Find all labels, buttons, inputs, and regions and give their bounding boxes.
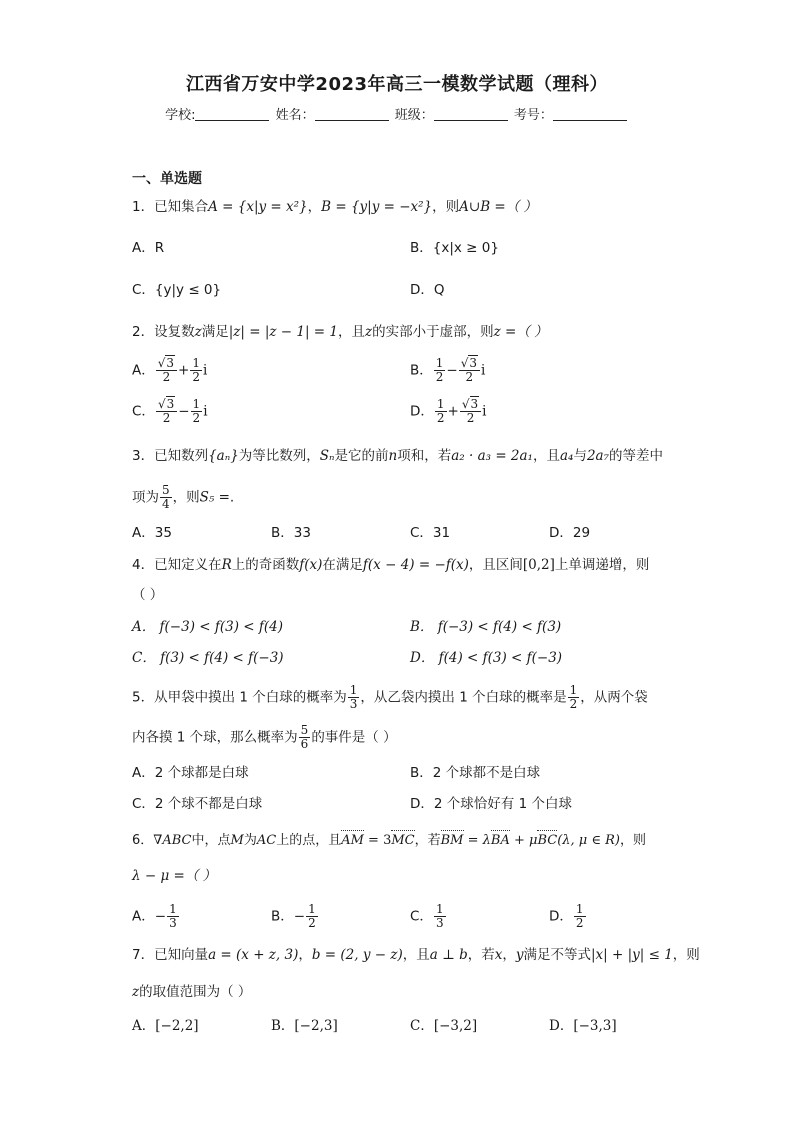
q6-text-f: ，则	[620, 833, 647, 848]
q7-option-a: A．[−2,2]	[132, 1018, 199, 1034]
q2b-unit: i	[481, 362, 486, 379]
q2d-den1: 2	[436, 411, 445, 425]
q6a-den: 3	[169, 916, 177, 930]
sqrt-radicand: 3	[469, 356, 478, 370]
q1-comma: ，	[307, 199, 322, 215]
q2b-num1: 1	[435, 356, 444, 370]
q5-frac3	[299, 724, 311, 751]
q2a-den1: 2	[162, 370, 171, 384]
q5-frac1	[348, 684, 360, 711]
question-3-line-2	[132, 484, 662, 511]
q3-text-j: .	[229, 489, 235, 506]
q5-p3-num: 5	[300, 723, 309, 737]
q5-p1-num: 1	[349, 683, 358, 697]
q5-text-d: 内各摸 1 个球，那么概率为	[132, 729, 298, 746]
q7-text-c: ，若	[467, 947, 495, 963]
q2-option-d	[410, 398, 486, 425]
q6-cond: (λ, μ ∈ R)	[557, 833, 620, 848]
q2-ask: z =（ ）	[493, 324, 548, 340]
question-6-line-1	[132, 831, 662, 851]
question-7-line-1	[132, 945, 700, 965]
q2a-num1: √3	[156, 357, 177, 371]
q5-p1-den: 3	[349, 697, 358, 711]
q3-frac-num: 5	[162, 483, 170, 497]
q7-x: x	[494, 947, 503, 963]
q2c-num2: 1	[192, 397, 201, 411]
q2a-label: A．	[132, 362, 155, 379]
q6b-num: 1	[308, 902, 316, 916]
question-2-stem	[132, 322, 662, 342]
q3-option-c: C．31	[410, 525, 451, 541]
q4-text-c: 在满足	[322, 557, 363, 573]
q6a-num: 1	[169, 902, 177, 916]
q5-text-c: ，从两个袋	[580, 689, 648, 706]
q7-text-b: ，且	[402, 947, 430, 963]
q3-frac	[160, 484, 172, 511]
q5-text-a: 5．从甲袋中摸出 1 个白球的概率为	[132, 689, 347, 706]
q5-frac2	[568, 684, 580, 711]
q3-sn: Sₙ	[319, 448, 335, 464]
q7-vec-b: b = (2, y − z)	[311, 947, 403, 963]
q6c-frac	[434, 903, 446, 930]
q6d-frac	[574, 903, 586, 930]
q6d-den: 2	[575, 916, 584, 930]
q6-vec-bm: BM	[441, 831, 464, 851]
q5-option-d: D．2 个球恰好有 1 个白球	[410, 796, 572, 812]
q4-text-a: 4．已知定义在	[132, 557, 222, 573]
q6c-label: C．	[410, 908, 433, 925]
q7-sep: ，	[298, 947, 312, 963]
q5-option-c: C．2 个球不都是白球	[132, 796, 263, 812]
q5-p3-den: 6	[300, 737, 309, 751]
q3-text-g: 的等差中	[609, 448, 664, 464]
q2d-sign: +	[447, 403, 459, 420]
q2a-unit: i	[203, 362, 208, 379]
q5-option-b: B．2 个球都不是白球	[410, 765, 541, 781]
q6-text-d: 上的点，且	[276, 833, 342, 848]
q4-cond: f(x − 4) = −f(x)	[362, 557, 469, 573]
q6-text-c: 为	[243, 833, 257, 848]
q3-seq: {aₙ}	[208, 448, 239, 464]
q2c-frac1	[156, 398, 177, 425]
question-7-line-2	[132, 982, 662, 1002]
number-blank	[553, 108, 627, 121]
question-5-line-2	[132, 724, 662, 751]
q7-comma: ，	[502, 947, 516, 963]
q7-vec-a: a = (x + z, 3)	[208, 947, 299, 963]
q3-text-i: ，则	[172, 489, 200, 506]
q2b-frac2	[459, 357, 480, 384]
q7-option-c: C．[−3,2]	[410, 1018, 478, 1034]
q6-vec-mc: MC	[391, 831, 414, 851]
q2a-frac2	[190, 357, 202, 384]
q2c-frac2	[191, 398, 203, 425]
q2b-num2: √3	[459, 357, 480, 371]
question-3-line-1	[132, 446, 662, 466]
school-blank	[195, 108, 269, 121]
q2-z: z	[194, 324, 202, 340]
sqrt-radicand: 3	[166, 397, 175, 411]
question-5-line-1	[132, 684, 662, 711]
student-info-line	[0, 104, 794, 123]
class-label: 班级：	[394, 108, 434, 123]
q1-set-a: A = {x|y = x²}	[208, 199, 308, 215]
q2-cond: |z| = |z − 1| = 1	[228, 324, 338, 340]
question-6-line-2: λ − μ =（ ）	[132, 868, 217, 884]
q5-text-e: 的事件是（ ）	[311, 729, 397, 746]
q6-eq2: = λ	[463, 833, 491, 848]
q4-text-b: 上的奇函数	[231, 557, 300, 573]
number-label: 考号：	[513, 108, 553, 123]
q6-plus: + μ	[509, 833, 538, 848]
q6a-frac	[167, 903, 179, 930]
q2c-label: C．	[132, 403, 155, 420]
q6c-den: 3	[435, 916, 444, 930]
q6-text-a: 6．	[132, 833, 154, 848]
q6d-label: D．	[549, 908, 573, 925]
school-label: 学校:	[165, 108, 196, 123]
q6a-sign: −	[154, 908, 167, 925]
q2b-sign: −	[446, 362, 458, 379]
q2d-label: D．	[410, 403, 434, 420]
q1-option-b: B．{x|x ≥ 0}	[410, 240, 499, 256]
q2-option-b	[410, 357, 485, 384]
q6-option-d	[549, 903, 587, 930]
q3-text-f: 与	[573, 448, 587, 464]
q3-text-c: 是它的前	[334, 448, 389, 464]
q2c-unit: i	[203, 403, 208, 420]
q3-text-a: 3．已知数列	[132, 448, 209, 464]
q6c-num: 1	[435, 902, 444, 916]
q7-perp: a ⊥ b	[429, 947, 468, 963]
q6-m: M	[230, 833, 244, 848]
q2b-den2: 2	[465, 370, 474, 384]
q6d-num: 1	[575, 902, 584, 916]
q7-option-d: D．[−3,3]	[549, 1018, 617, 1034]
q2d-num1: 1	[436, 397, 445, 411]
q2b-den1: 2	[435, 370, 444, 384]
sqrt-radicand: 3	[166, 356, 175, 370]
q6a-label: A．	[132, 908, 155, 925]
q6-option-a	[132, 903, 180, 930]
q2c-den1: 2	[162, 411, 171, 425]
q1-ask: A∪B =（ ）	[459, 199, 538, 215]
question-1-stem	[132, 197, 662, 217]
q3-a4: a₄	[559, 448, 574, 464]
q2a-den2: 2	[192, 370, 200, 384]
q4-option-d: D． f(4) < f(3) < f(−3)	[410, 650, 563, 666]
q3-n: n	[388, 448, 398, 464]
q2a-frac1	[156, 357, 177, 384]
class-blank	[434, 108, 508, 121]
q2-text-d: 的实部小于虚部，则	[372, 324, 494, 340]
q3-text-h: 项为	[132, 489, 159, 506]
q3-s5: S₅ =	[199, 489, 230, 506]
q3-option-b: B．33	[271, 525, 311, 541]
q7-text-a: 7．已知向量	[132, 947, 209, 963]
q2-z2: z	[365, 324, 373, 340]
q7-z: z	[132, 984, 140, 1000]
q3-frac-den: 4	[162, 497, 170, 511]
q7-option-b: B．[−2,3]	[271, 1018, 338, 1034]
q4-option-a: A． f(−3) < f(3) < f(4)	[132, 619, 283, 635]
q1-option-a: A．R	[132, 240, 165, 256]
q5-p2-den: 2	[569, 697, 578, 711]
q1-text-a: 1．已知集合	[132, 199, 209, 215]
q6b-frac	[306, 903, 318, 930]
q7-ineq: |x| + |y| ≤ 1	[590, 947, 673, 963]
q6b-den: 2	[308, 916, 316, 930]
q6-option-b	[271, 903, 319, 930]
q6-option-c	[410, 903, 447, 930]
q2-text-b: 满足	[201, 324, 229, 340]
q2c-num1: √3	[156, 398, 177, 412]
q2c-sign: −	[178, 403, 190, 420]
q2b-label: B．	[410, 362, 433, 379]
sqrt-radicand: 3	[470, 397, 479, 411]
q2-option-c	[132, 398, 208, 425]
q3-text-d: 项和，若	[397, 448, 452, 464]
question-4-line-2: （ ）	[132, 587, 164, 603]
q5-text-b: ，从乙袋内摸出 1 个白球的概率是	[360, 689, 567, 706]
q2-text-a: 2．设复数	[132, 324, 195, 340]
q6-vec-am: AM	[341, 831, 364, 851]
section-title: 一、单选题	[132, 171, 202, 187]
q2a-sign: +	[178, 362, 190, 379]
q2c-den2: 2	[192, 411, 201, 425]
q6-tri: ∇ABC	[153, 833, 192, 848]
name-label: 姓名：	[275, 108, 315, 123]
q6-text-e: ，若	[414, 833, 441, 848]
q4-fx: f(x)	[299, 557, 323, 573]
q7-text-d: 满足不等式	[523, 947, 591, 963]
q3-a7: 2a₇	[586, 448, 610, 464]
q2d-den2: 2	[466, 411, 475, 425]
q6b-sign: −	[293, 908, 306, 925]
q6b-label: B．	[271, 908, 294, 925]
q2-text-c: ，且	[338, 324, 365, 340]
q6-eq1: = 3	[363, 833, 392, 848]
q4-option-b: B． f(−3) < f(4) < f(3)	[410, 619, 562, 635]
q4-text-d: ，且区间	[468, 557, 523, 573]
q6-vec-ba: BA	[491, 831, 510, 851]
q2d-frac2	[460, 398, 481, 425]
q6-text-b: 中，点	[191, 833, 231, 848]
q2d-num2: √3	[460, 398, 481, 412]
q5-p2-num: 1	[569, 683, 578, 697]
q6-vec-bc: BC	[537, 831, 557, 851]
q7-y: y	[515, 947, 524, 963]
q1-text-b: ，则	[432, 199, 460, 215]
q1-option-d: D．Q	[410, 282, 445, 298]
q2b-frac1	[434, 357, 446, 384]
q7-text-f: 的取值范围为（ ）	[139, 984, 252, 1000]
q1-set-b: B = {y|y = −x²}	[321, 199, 433, 215]
q2a-num2: 1	[192, 356, 200, 370]
q2-option-a	[132, 357, 207, 384]
q4-option-c: C． f(3) < f(4) < f(−3)	[132, 650, 284, 666]
q3-text-e: ，且	[532, 448, 560, 464]
q3-text-b: 为等比数列，	[238, 448, 320, 464]
q7-text-e: ，则	[672, 947, 700, 963]
q3-option-d: D．29	[549, 525, 591, 541]
q4-interval: [0,2]	[522, 557, 555, 573]
exam-title: 江西省万安中学2023年高三一模数学试题（理科）	[185, 74, 609, 95]
q6-ac: AC	[256, 833, 277, 848]
q3-option-a: A．35	[132, 525, 172, 541]
q2d-frac1	[435, 398, 447, 425]
q5-option-a: A．2 个球都是白球	[132, 765, 249, 781]
q4-r: R	[221, 557, 232, 573]
q1-option-c: C．{y|y ≤ 0}	[132, 282, 222, 298]
question-4-line-1	[132, 555, 662, 575]
q4-text-e: 上单调递增，则	[554, 557, 650, 573]
q2d-unit: i	[482, 403, 487, 420]
name-blank	[315, 108, 389, 121]
q3-cond: a₂ · a₃ = 2a₁	[451, 448, 533, 464]
